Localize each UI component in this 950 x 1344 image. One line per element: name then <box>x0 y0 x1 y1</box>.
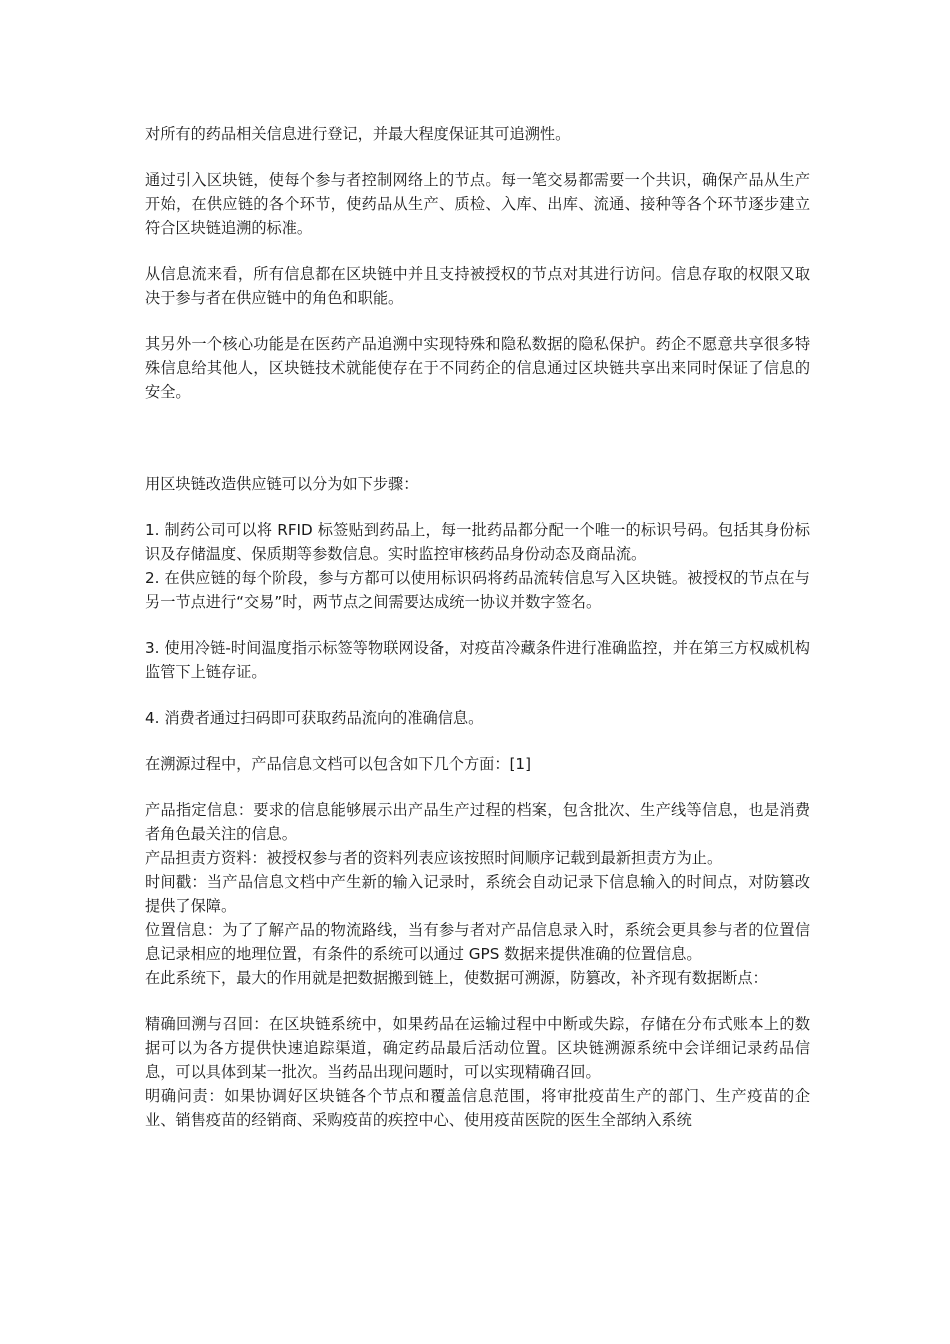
step-1: 1. 制药公司可以将 RFID 标签贴到药品上，每一批药品都分配一个唯一的标识号码。包括其身份标识及存储温度、保质期等参数信息。实时监控审核药品身份动态及商品流。 <box>145 521 810 563</box>
paragraph-trace-intro: 在溯源过程中，产品信息文档可以包含如下几个方面：[1] <box>145 755 532 773</box>
paragraph-system-intro: 在此系统下，最大的作用就是把数据搬到链上，使数据可溯源，防篡改，补齐现有数据断点： <box>145 969 768 987</box>
item-precise-recall: 精确回溯与召回：在区块链系统中，如果药品在运输过程中中断或失踪，存储在分布式账本上的数据可以为各方提供快速追踪渠道，确定药品最后活动位置。区块链溯源系统中会详细记录药品信息，可以具体到某一批次。当药品出现问题时，可以实现精确召回。 <box>145 1015 810 1081</box>
item-accountability: 明确问责：如果协调好区块链各个节点和覆盖信息范围，将审批疫苗生产的部门、生产疫苗的企业、销售疫苗的经销商、采购疫苗的疾控中心、使用疫苗医院的医生全部纳入系统 <box>145 1087 810 1129</box>
step-4: 4. 消费者通过扫码即可获取药品流向的准确信息。 <box>145 709 484 727</box>
step-3: 3. 使用冷链-时间温度指示标签等物联网设备，对疫苗冷藏条件进行准确监控，并在第三方权威机构监管下上链存证。 <box>145 639 810 681</box>
item-owner-info: 产品担责方资料：被授权参与者的资料列表应该按照时间顺序记载到最新担责方为止。 <box>145 849 723 867</box>
paragraph-blockchain-nodes: 通过引入区块链，使每个参与者控制网络上的节点。每一笔交易都需要一个共识，确保产品从生产开始，在供应链的各个环节，使药品从生产、质检、入库、出库、流通、接种等各个环节逐步建立符合区块链追溯的标准。 <box>145 171 810 237</box>
paragraph-privacy-protection: 其另外一个核心功能是在医药产品追溯中实现特殊和隐私数据的隐私保护。药企不愿意共享很多特殊信息给其他人，区块链技术就能使存在于不同药企的信息通过区块链共享出来同时保证了信息的安全。 <box>145 335 810 401</box>
item-location: 位置信息：为了了解产品的物流路线，当有参与者对产品信息录入时，系统会更具参与者的位置信息记录相应的地理位置，有条件的系统可以通过 GPS 数据来提供准确的位置信息。 <box>145 921 810 963</box>
paragraph-information-flow: 从信息流来看，所有信息都在区块链中并且支持被授权的节点对其进行访问。信息存取的权限又取决于参与者在供应链中的角色和职能。 <box>145 265 810 307</box>
step-2: 2. 在供应链的每个阶段，参与方都可以使用标识码将药品流转信息写入区块链。被授权的节点在与另一节点进行“交易”时，两节点之间需要达成统一协议并数字签名。 <box>145 569 810 611</box>
paragraph-traceability-registration: 对所有的药品相关信息进行登记，并最大程度保证其可追溯性。 <box>145 125 571 143</box>
paragraph-steps-intro: 用区块链改造供应链可以分为如下步骤： <box>145 475 419 493</box>
item-product-info: 产品指定信息：要求的信息能够展示出产品生产过程的档案，包含批次、生产线等信息，也是消费者角色最关注的信息。 <box>145 801 810 843</box>
document-body <box>145 122 810 1132</box>
item-timestamp: 时间戳：当产品信息文档中产生新的输入记录时，系统会自动记录下信息输入的时间点，对防篡改提供了保障。 <box>145 873 810 915</box>
